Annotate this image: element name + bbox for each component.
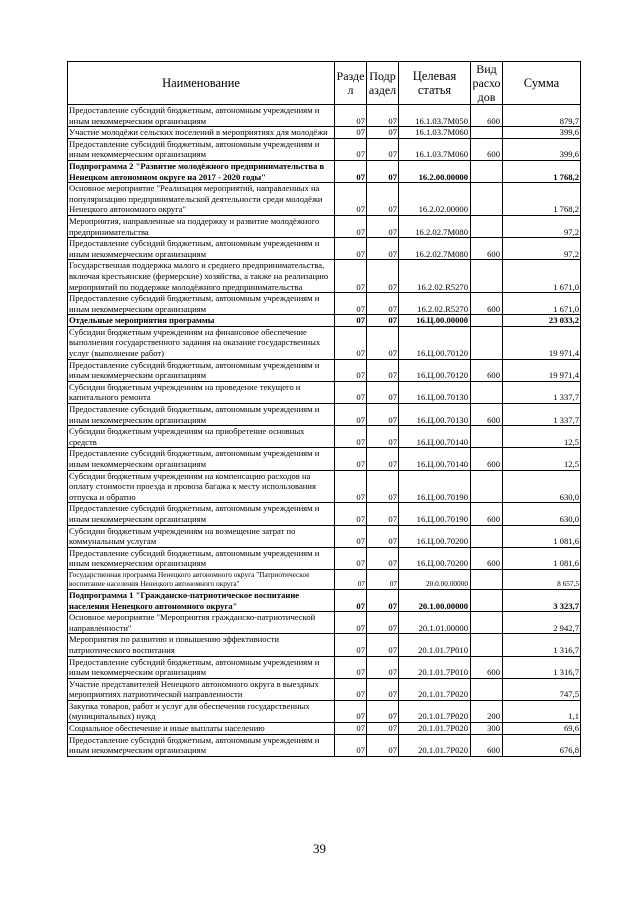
row-subsection-cell: 07 bbox=[367, 183, 399, 216]
row-name-cell: Предоставление субсидий бюджетным, автономным учреждениям и иным некоммерческим организациям bbox=[68, 547, 335, 569]
row-expense-type-cell bbox=[471, 160, 503, 182]
row-target-article-cell: 16.Ц.00.70200 bbox=[399, 525, 471, 547]
row-sum-cell: 630,0 bbox=[503, 503, 581, 525]
table-row bbox=[68, 448, 581, 470]
row-sum-cell: 1 316,7 bbox=[503, 634, 581, 656]
row-target-article-cell: 16.2.02.00000 bbox=[399, 183, 471, 216]
row-expense-type-cell bbox=[471, 612, 503, 634]
row-subsection-cell: 07 bbox=[367, 260, 399, 293]
row-subsection-cell: 07 bbox=[367, 160, 399, 182]
row-sum-cell: 69,6 bbox=[503, 723, 581, 735]
row-target-article-cell: 16.2.02.7М080 bbox=[399, 238, 471, 260]
table-header-row bbox=[68, 62, 581, 105]
row-sum-cell: 1 337,7 bbox=[503, 381, 581, 403]
row-target-article-cell: 16.1.03.7М050 bbox=[399, 105, 471, 127]
row-expense-type-cell: 300 bbox=[471, 723, 503, 735]
row-section-cell: 07 bbox=[335, 470, 367, 503]
table-row bbox=[68, 138, 581, 160]
row-target-article-cell: 16.Ц.00.70120 bbox=[399, 359, 471, 381]
row-expense-type-cell: 600 bbox=[471, 503, 503, 525]
table-row bbox=[68, 183, 581, 216]
row-target-article-cell: 16.2.02.7М080 bbox=[399, 215, 471, 237]
row-section-cell: 07 bbox=[335, 326, 367, 359]
row-expense-type-cell bbox=[471, 381, 503, 403]
row-section-cell: 07 bbox=[335, 634, 367, 656]
row-expense-type-cell bbox=[471, 127, 503, 139]
row-subsection-cell: 07 bbox=[367, 404, 399, 426]
row-sum-cell: 399,6 bbox=[503, 138, 581, 160]
column-header-sum: Сумма bbox=[503, 62, 581, 105]
row-target-article-cell: 16.Ц.00.70130 bbox=[399, 404, 471, 426]
table-row bbox=[68, 293, 581, 315]
row-sum-cell: 879,7 bbox=[503, 105, 581, 127]
row-subsection-cell: 07 bbox=[367, 612, 399, 634]
row-section-cell: 07 bbox=[335, 700, 367, 722]
column-header-name: Наименование bbox=[68, 62, 335, 105]
row-target-article-cell: 16.1.03.7М060 bbox=[399, 138, 471, 160]
table-row bbox=[68, 678, 581, 700]
row-section-cell: 07 bbox=[335, 404, 367, 426]
row-subsection-cell: 07 bbox=[367, 470, 399, 503]
row-sum-cell: 1 337,7 bbox=[503, 404, 581, 426]
row-name-cell: Субсидии бюджетным учреждениям на компенсацию расходов на оплату стоимости проезда и провоза багажа к месту использования отпуска и обратно bbox=[68, 470, 335, 503]
row-name-cell: Предоставление субсидий бюджетным, автономным учреждениям и иным некоммерческим организациям bbox=[68, 404, 335, 426]
row-sum-cell: 2 942,7 bbox=[503, 612, 581, 634]
row-sum-cell: 1 768,2 bbox=[503, 160, 581, 182]
table-row bbox=[68, 503, 581, 525]
row-subsection-cell: 07 bbox=[367, 569, 399, 589]
row-target-article-cell: 20.1.01.7Р020 bbox=[399, 678, 471, 700]
table-row bbox=[68, 238, 581, 260]
row-subsection-cell: 07 bbox=[367, 426, 399, 448]
row-subsection-cell: 07 bbox=[367, 734, 399, 756]
row-expense-type-cell: 600 bbox=[471, 404, 503, 426]
row-subsection-cell: 07 bbox=[367, 634, 399, 656]
row-section-cell: 07 bbox=[335, 293, 367, 315]
table-row bbox=[68, 525, 581, 547]
row-section-cell: 07 bbox=[335, 160, 367, 182]
row-sum-cell: 19 971,4 bbox=[503, 326, 581, 359]
row-section-cell: 07 bbox=[335, 359, 367, 381]
table-row bbox=[68, 723, 581, 735]
row-expense-type-cell bbox=[471, 589, 503, 611]
table-row bbox=[68, 404, 581, 426]
row-sum-cell: 8 657,5 bbox=[503, 569, 581, 589]
row-section-cell: 07 bbox=[335, 656, 367, 678]
table-row bbox=[68, 160, 581, 182]
row-name-cell: Мероприятия, направленные на поддержку и развитие молодёжного предпринимательства bbox=[68, 215, 335, 237]
row-target-article-cell: 16.Ц.00.70190 bbox=[399, 503, 471, 525]
row-target-article-cell: 16.Ц.00.70140 bbox=[399, 448, 471, 470]
row-subsection-cell: 07 bbox=[367, 293, 399, 315]
row-section-cell: 07 bbox=[335, 448, 367, 470]
table-row bbox=[68, 734, 581, 756]
row-section-cell: 07 bbox=[335, 138, 367, 160]
row-target-article-cell: 20.1.01.7Р010 bbox=[399, 634, 471, 656]
row-name-cell: Предоставление субсидий бюджетным, автономным учреждениям и иным некоммерческим организациям bbox=[68, 105, 335, 127]
row-target-article-cell: 16.2.02.R5270 bbox=[399, 293, 471, 315]
row-target-article-cell: 20.1.01.7Р010 bbox=[399, 656, 471, 678]
table-row bbox=[68, 127, 581, 139]
row-name-cell: Основное мероприятие "Реализация мероприятий, направленных на популяризацию предпринимательской деятельности среди молодёжи Ненецкого автономного округа" bbox=[68, 183, 335, 216]
table-row bbox=[68, 359, 581, 381]
row-subsection-cell: 07 bbox=[367, 547, 399, 569]
row-expense-type-cell: 200 bbox=[471, 700, 503, 722]
row-subsection-cell: 07 bbox=[367, 503, 399, 525]
row-subsection-cell: 07 bbox=[367, 238, 399, 260]
table-row bbox=[68, 315, 581, 327]
row-target-article-cell: 16.Ц.00.70190 bbox=[399, 470, 471, 503]
row-sum-cell: 1 768,2 bbox=[503, 183, 581, 216]
column-header-subsection: Подр аздел bbox=[367, 62, 399, 105]
row-sum-cell: 399,6 bbox=[503, 127, 581, 139]
row-subsection-cell: 07 bbox=[367, 589, 399, 611]
row-target-article-cell: 16.2.00.00000 bbox=[399, 160, 471, 182]
row-subsection-cell: 07 bbox=[367, 359, 399, 381]
row-target-article-cell: 20.1.01.00000 bbox=[399, 612, 471, 634]
row-subsection-cell: 07 bbox=[367, 326, 399, 359]
row-name-cell: Предоставление субсидий бюджетным, автономным учреждениям и иным некоммерческим организациям bbox=[68, 656, 335, 678]
row-sum-cell: 747,5 bbox=[503, 678, 581, 700]
row-section-cell: 07 bbox=[335, 678, 367, 700]
row-sum-cell: 1 081,6 bbox=[503, 547, 581, 569]
row-subsection-cell: 07 bbox=[367, 381, 399, 403]
row-name-cell: Мероприятия по развитию и повышению эффективности патриотического воспитания bbox=[68, 634, 335, 656]
row-expense-type-cell bbox=[471, 634, 503, 656]
row-expense-type-cell: 600 bbox=[471, 448, 503, 470]
row-name-cell: Предоставление субсидий бюджетным, автономным учреждениям и иным некоммерческим организациям bbox=[68, 734, 335, 756]
row-name-cell: Субсидии бюджетным учреждениям на приобретение основных средств bbox=[68, 426, 335, 448]
row-name-cell: Государственная поддержка малого и среднего предпринимательства, включая крестьянские (фермерские) хозяйства, а также на реализацию мероприятий по поддержке молодёжного предпринимательства bbox=[68, 260, 335, 293]
row-expense-type-cell bbox=[471, 326, 503, 359]
row-sum-cell: 97,2 bbox=[503, 238, 581, 260]
row-section-cell: 07 bbox=[335, 127, 367, 139]
row-subsection-cell: 07 bbox=[367, 215, 399, 237]
row-expense-type-cell bbox=[471, 569, 503, 589]
row-expense-type-cell bbox=[471, 525, 503, 547]
row-subsection-cell: 07 bbox=[367, 138, 399, 160]
row-name-cell: Государственная программа Ненецкого автономного округа "Патриотическое воспитание населения Ненецкого автономного округа" bbox=[68, 569, 335, 589]
table-row bbox=[68, 700, 581, 722]
row-expense-type-cell bbox=[471, 260, 503, 293]
row-name-cell: Субсидии бюджетным учреждениям на финансовое обеспечение выполнения государственного задания на оказание государственных услуг (выполнение работ) bbox=[68, 326, 335, 359]
row-section-cell: 07 bbox=[335, 105, 367, 127]
row-expense-type-cell: 600 bbox=[471, 238, 503, 260]
row-expense-type-cell bbox=[471, 315, 503, 327]
row-sum-cell: 23 033,2 bbox=[503, 315, 581, 327]
row-name-cell: Субсидии бюджетным учреждениям на возмещение затрат по коммунальным услугам bbox=[68, 525, 335, 547]
budget-table bbox=[67, 61, 581, 757]
row-sum-cell: 1,1 bbox=[503, 700, 581, 722]
row-section-cell: 07 bbox=[335, 569, 367, 589]
row-name-cell: Отдельные мероприятия программы bbox=[68, 315, 335, 327]
row-expense-type-cell: 600 bbox=[471, 105, 503, 127]
row-expense-type-cell: 600 bbox=[471, 547, 503, 569]
row-subsection-cell: 07 bbox=[367, 105, 399, 127]
row-target-article-cell: 20.1.01.7Р020 bbox=[399, 734, 471, 756]
row-target-article-cell: 16.Ц.00.70120 bbox=[399, 326, 471, 359]
row-subsection-cell: 07 bbox=[367, 127, 399, 139]
row-sum-cell: 97,2 bbox=[503, 215, 581, 237]
row-target-article-cell: 16.2.02.R5270 bbox=[399, 260, 471, 293]
table-row bbox=[68, 105, 581, 127]
row-target-article-cell: 16.Ц.00.70140 bbox=[399, 426, 471, 448]
row-subsection-cell: 07 bbox=[367, 315, 399, 327]
table-row bbox=[68, 547, 581, 569]
row-target-article-cell: 16.Ц.00.00000 bbox=[399, 315, 471, 327]
row-name-cell: Предоставление субсидий бюджетным, автономным учреждениям и иным некоммерческим организациям bbox=[68, 503, 335, 525]
row-expense-type-cell: 600 bbox=[471, 138, 503, 160]
page-number: 39 bbox=[313, 841, 326, 856]
row-section-cell: 07 bbox=[335, 315, 367, 327]
table-row bbox=[68, 589, 581, 611]
row-sum-cell: 630,0 bbox=[503, 470, 581, 503]
table-body bbox=[68, 105, 581, 757]
table-row bbox=[68, 381, 581, 403]
row-sum-cell: 1 671,0 bbox=[503, 293, 581, 315]
table-row bbox=[68, 569, 581, 589]
column-header-expense-type: Вид расхо дов bbox=[472, 62, 501, 104]
row-sum-cell: 3 323,7 bbox=[503, 589, 581, 611]
row-section-cell: 07 bbox=[335, 547, 367, 569]
row-name-cell: Участие представителей Ненецкого автономного округа в выездных мероприятиях патриотической направленности bbox=[68, 678, 335, 700]
row-section-cell: 07 bbox=[335, 426, 367, 448]
column-header-section: Разде л bbox=[335, 62, 367, 105]
row-section-cell: 07 bbox=[335, 525, 367, 547]
row-target-article-cell: 20.1.00.00000 bbox=[399, 589, 471, 611]
row-subsection-cell: 07 bbox=[367, 656, 399, 678]
row-section-cell: 07 bbox=[335, 183, 367, 216]
row-section-cell: 07 bbox=[335, 503, 367, 525]
row-section-cell: 07 bbox=[335, 260, 367, 293]
row-section-cell: 07 bbox=[335, 612, 367, 634]
column-header-target-article: Целевая статья bbox=[399, 62, 471, 105]
row-name-cell: Предоставление субсидий бюджетным, автономным учреждениям и иным некоммерческим организациям bbox=[68, 448, 335, 470]
row-expense-type-cell: 600 bbox=[471, 656, 503, 678]
row-section-cell: 07 bbox=[335, 238, 367, 260]
row-sum-cell: 1 081,6 bbox=[503, 525, 581, 547]
table-row bbox=[68, 260, 581, 293]
row-name-cell: Предоставление субсидий бюджетным, автономным учреждениям и иным некоммерческим организациям bbox=[68, 359, 335, 381]
table-row bbox=[68, 656, 581, 678]
row-name-cell: Подпрограмма 2 "Развитие молодёжного предпринимательства в Ненецком автономном округе на 2017 - 2020 годы" bbox=[68, 160, 335, 182]
table-row bbox=[68, 470, 581, 503]
row-name-cell: Подпрограмма 1 "Гражданско-патриотическое воспитание населения Ненецкого автономного округа" bbox=[68, 589, 335, 611]
row-name-cell: Закупка товаров, работ и услуг для обеспечения государственных (муниципальных) нужд bbox=[68, 700, 335, 722]
row-expense-type-cell bbox=[471, 183, 503, 216]
row-expense-type-cell bbox=[471, 678, 503, 700]
row-subsection-cell: 07 bbox=[367, 448, 399, 470]
table-row bbox=[68, 612, 581, 634]
row-target-article-cell: 20.1.01.7Р020 bbox=[399, 700, 471, 722]
row-expense-type-cell: 600 bbox=[471, 734, 503, 756]
table-row bbox=[68, 215, 581, 237]
row-name-cell: Предоставление субсидий бюджетным, автономным учреждениям и иным некоммерческим организациям bbox=[68, 138, 335, 160]
row-section-cell: 07 bbox=[335, 215, 367, 237]
row-expense-type-cell bbox=[471, 470, 503, 503]
table-row bbox=[68, 426, 581, 448]
row-name-cell: Предоставление субсидий бюджетным, автономным учреждениям и иным некоммерческим организациям bbox=[68, 293, 335, 315]
row-expense-type-cell bbox=[471, 426, 503, 448]
row-sum-cell: 12,5 bbox=[503, 448, 581, 470]
row-subsection-cell: 07 bbox=[367, 678, 399, 700]
row-name-cell: Участие молодёжи сельских поселений в мероприятиях для молодёжи bbox=[68, 127, 335, 139]
row-name-cell: Социальное обеспечение и иные выплаты населению bbox=[68, 723, 335, 735]
row-target-article-cell: 16.1.03.7М060 bbox=[399, 127, 471, 139]
row-subsection-cell: 07 bbox=[367, 525, 399, 547]
row-sum-cell: 1 671,0 bbox=[503, 260, 581, 293]
table-row bbox=[68, 634, 581, 656]
row-section-cell: 07 bbox=[335, 734, 367, 756]
row-name-cell: Основное мероприятие "Мероприятия гражданско-патриотической направленности" bbox=[68, 612, 335, 634]
row-target-article-cell: 16.Ц.00.70200 bbox=[399, 547, 471, 569]
row-expense-type-cell: 600 bbox=[471, 293, 503, 315]
table-row bbox=[68, 326, 581, 359]
row-section-cell: 07 bbox=[335, 589, 367, 611]
row-sum-cell: 19 971,4 bbox=[503, 359, 581, 381]
row-section-cell: 07 bbox=[335, 381, 367, 403]
row-name-cell: Предоставление субсидий бюджетным, автономным учреждениям и иным некоммерческим организациям bbox=[68, 238, 335, 260]
row-section-cell: 07 bbox=[335, 723, 367, 735]
row-target-article-cell: 20.0.00.00000 bbox=[399, 569, 471, 589]
row-subsection-cell: 07 bbox=[367, 723, 399, 735]
row-target-article-cell: 20.1.01.7Р020 bbox=[399, 723, 471, 735]
row-sum-cell: 676,8 bbox=[503, 734, 581, 756]
row-sum-cell: 12,5 bbox=[503, 426, 581, 448]
row-sum-cell: 1 316,7 bbox=[503, 656, 581, 678]
row-target-article-cell: 16.Ц.00.70130 bbox=[399, 381, 471, 403]
row-expense-type-cell bbox=[471, 215, 503, 237]
row-name-cell: Субсидии бюджетным учреждениям на проведение текущего и капитального ремонта bbox=[68, 381, 335, 403]
row-subsection-cell: 07 bbox=[367, 700, 399, 722]
row-expense-type-cell: 600 bbox=[471, 359, 503, 381]
